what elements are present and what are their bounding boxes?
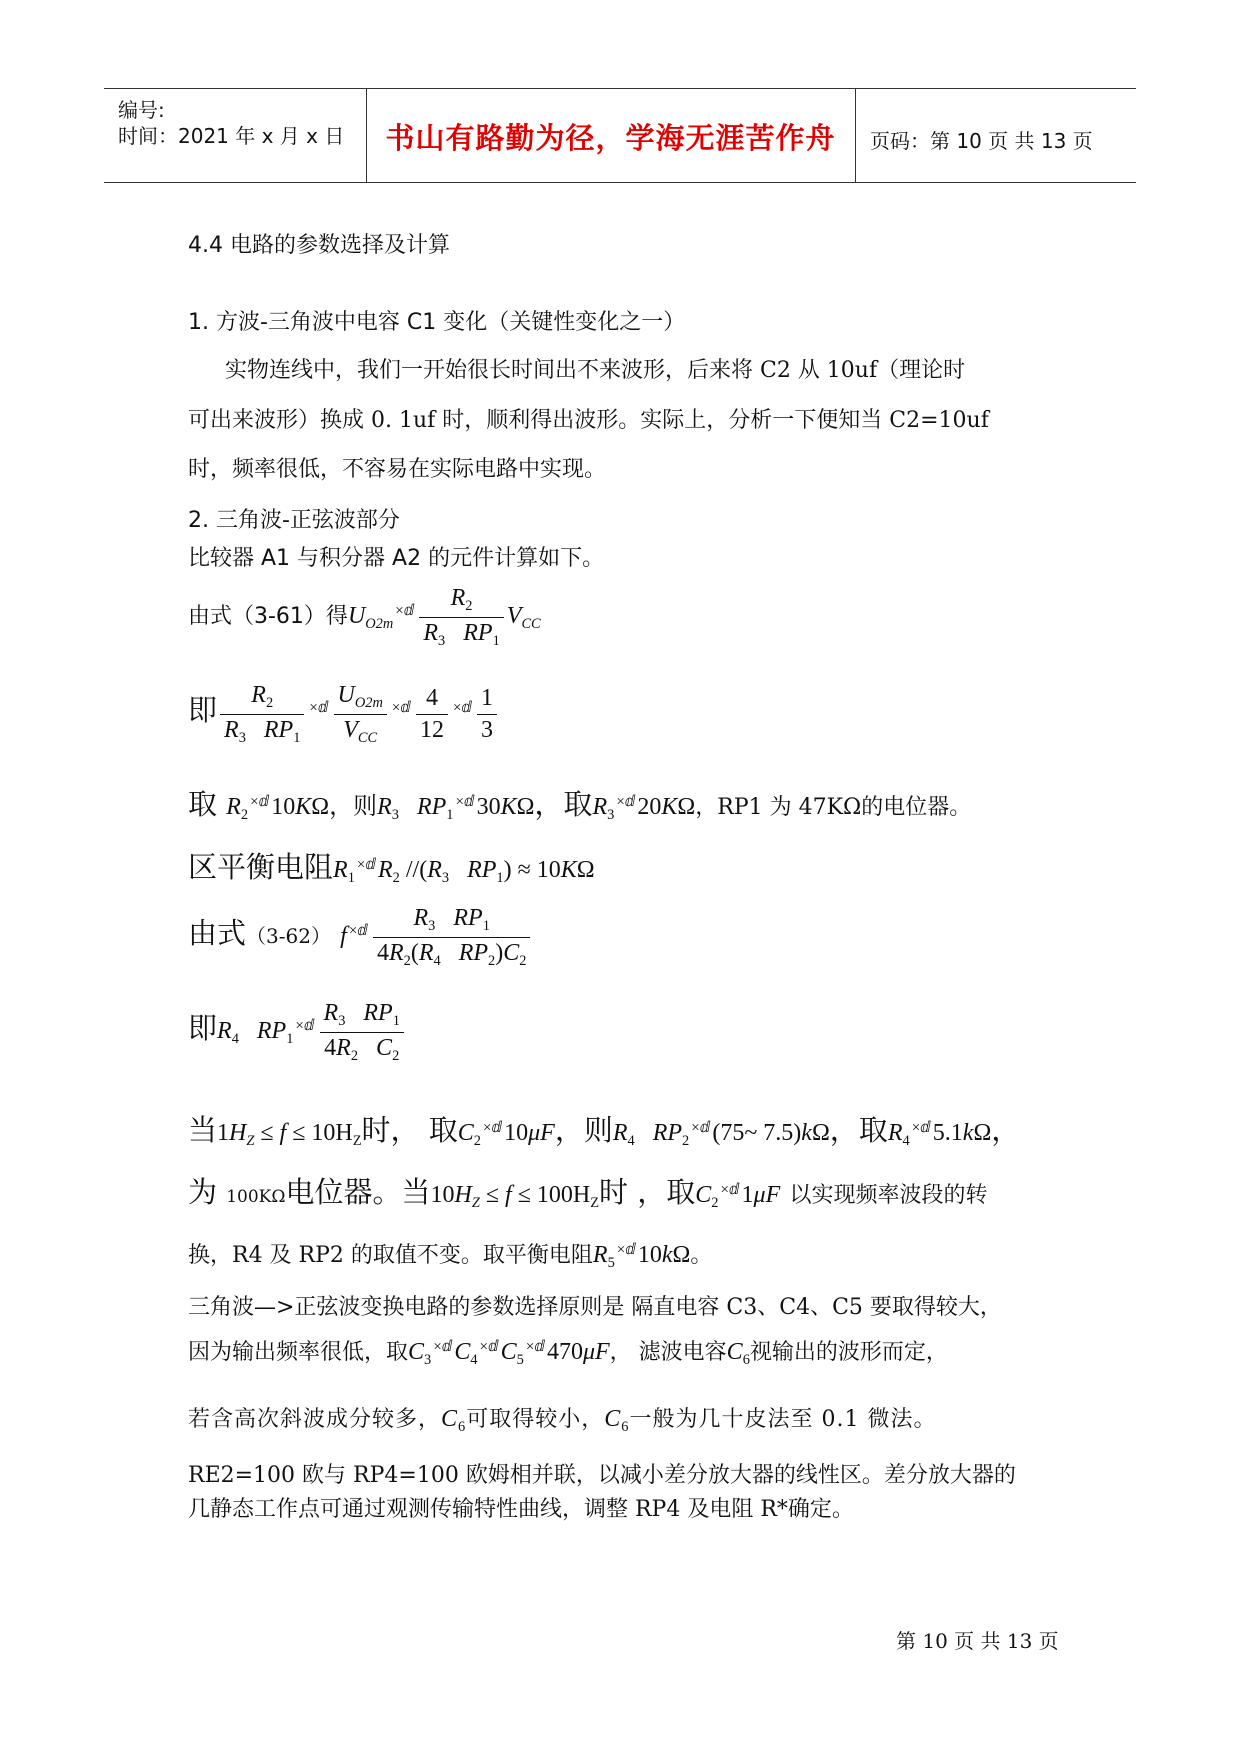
- sine-paragraph-line3: 若含高次斜波成分较多，$C_6$可取得较小，$C_6$一般为几十皮法至 0.1 微法。: [188, 1406, 937, 1436]
- eq2-prefix: 即: [188, 693, 218, 728]
- header-top-rule: [104, 88, 1136, 89]
- frequency-range-line1: 当$1H_Z \le f \le 10H_Z$时， 取$C_2^{\times ⅆ}10\mu F$，则$R_4$ $RP_2^{\times ⅆ}(75\sim$ 7.5)kΩ，取$R_4^{\times ⅆ}5.1k\Omega$，: [188, 1113, 1021, 1150]
- item1-paragraph-line3: 时，频率很低，不容易在实际电路中实现。: [188, 457, 607, 482]
- item2-title: 2. 三角波-正弦波部分: [188, 508, 400, 533]
- frequency-range-line2: 为 100KΩ电位器。当$10H_Z \le f \le 100H_Z$时 ，取$C_2^{\times ⅆ}1\mu F$ 以实现频率波段的转: [188, 1175, 988, 1212]
- balance-resistor-line: 区平衡电阻$R_1^{\times ⅆ}R_2$ $//(R_3$ $RP_1) \approx 10K\Omega$: [188, 850, 595, 887]
- take-values-line: 取 $R_2^{\times ⅆ}10K\Omega$，则$R_3$ $RP_1^{\times ⅆ}30K\Omega$，取$R_3^{\times ⅆ}20K\Omega$，RP1 为 47KΩ的电位器。: [188, 787, 972, 824]
- equation-ratio: 即 $\frac{R_2}{R_3 RP_1}$ $^{\times ⅆ}$ $\frac{U_{O2m}}{V_{CC}}$ $^{\times ⅆ}$ $\frac{4}{12}$ $^{\times ⅆ}$ $\frac{1}{3}$: [188, 682, 500, 747]
- header-divider-right: [855, 88, 856, 182]
- item2-intro: 比较器 A1 与积分器 A2 的元件计算如下。: [188, 546, 605, 571]
- motto: 书山有路勤为径，学海无涯苦作舟: [385, 121, 836, 155]
- section-title: 4.4 电路的参数选择及计算: [188, 233, 450, 258]
- item1-paragraph-line1: 实物连线中，我们一开始很长时间出不来波形，后来将 C2 从 10uf（理论时: [225, 358, 966, 383]
- frequency-range-line3: 换，R4 及 RP2 的取值不变。取平衡电阻$R_5^{\times ⅆ}10k\Omega$。: [188, 1242, 713, 1272]
- equation-r4: 即$R_4$ $RP_1^{\times ⅆ}$ $\frac{R_3 RP_1}{4R_2 C_2}$: [188, 1000, 407, 1065]
- equation-3-62: 由式（3-62） f $^{\times ⅆ}$ $\frac{R_3 RP_1}{4R_2(R_4 RP_2)C_2}$: [188, 905, 533, 970]
- sine-paragraph-line2: 因为输出频率很低，取$C_3^{\times ⅆ}C_4^{\times ⅆ}C_5^{\times ⅆ}470\mu F$， 滤波电容$C_6$视输出的波形而定，: [188, 1339, 948, 1369]
- last-paragraph-line1: RE2=100 欧与 RP4=100 欧姆相并联，以减小差分放大器的线性区。差分放大器的: [188, 1463, 1016, 1488]
- page-label: 页码：第 10 页 共 13 页: [870, 129, 1093, 153]
- item1-paragraph-line2: 可出来波形）换成 0. 1uf 时，顺利得出波形。实际上，分析一下便知当 C2=10uf: [188, 408, 989, 433]
- last-paragraph-line2: 几静态工作点可通过观测传输特性曲线，调整 RP4 及电阻 R*确定。: [188, 1497, 854, 1522]
- footer-page-number: 第 10 页 共 13 页: [896, 1629, 1059, 1653]
- equation-3-61: 由式（3-61）得$U_{O2m}^{\times ⅆ}$ $\frac{R_2}{R_3 RP_1}$ $V_{CC}$: [188, 585, 541, 650]
- time-label: 时间：2021 年 x 月 x 日: [118, 124, 345, 148]
- eq1-prefix: 由式（3-61）得: [188, 604, 348, 630]
- sine-paragraph-line1: 三角波—>正弦波变换电路的参数选择原则是 隔直电容 C3、C4、C5 要取得较大，: [188, 1295, 1002, 1320]
- serial-label: 编号:: [118, 98, 165, 122]
- item1-title: 1. 方波-三角波中电容 C1 变化（关键性变化之一）: [188, 310, 686, 335]
- header-bottom-rule: [104, 182, 1136, 183]
